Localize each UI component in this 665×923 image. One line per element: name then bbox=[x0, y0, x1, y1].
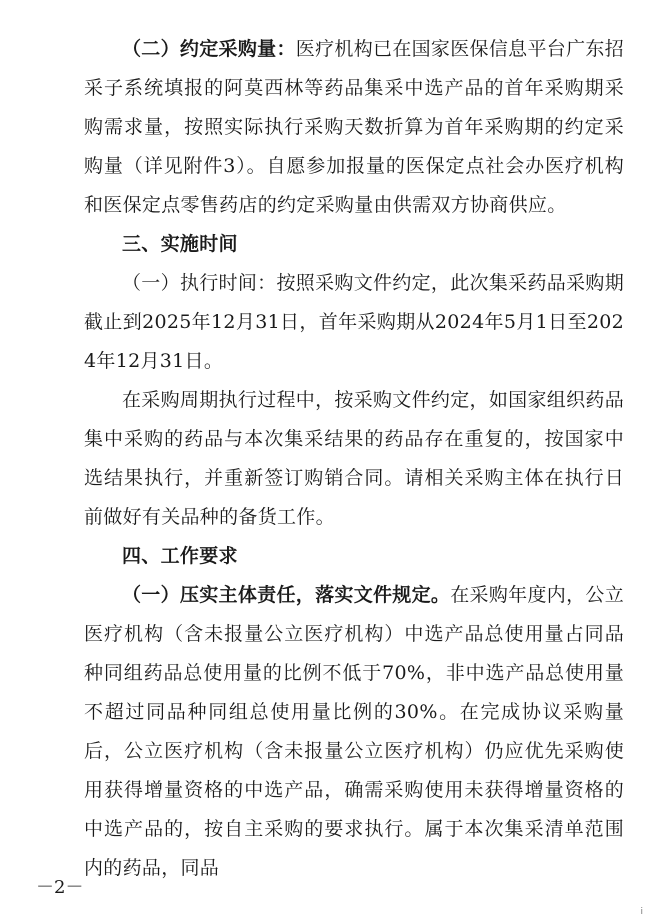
paragraph-subtitle: （一） bbox=[122, 272, 180, 294]
paragraph-subtitle: （一）压实主体责任，落实文件规定。 bbox=[122, 584, 451, 606]
paragraph-agreed-quantity bbox=[84, 30, 624, 225]
page-number: －2－ bbox=[36, 877, 84, 898]
corner-mark: i bbox=[640, 907, 643, 917]
paragraph-responsibility bbox=[84, 576, 624, 888]
paragraph-text: 在采购周期执行过程中，按采购文件约定，如国家组织药品集中采购的药品与本次集采结果的药品存在重复的，按国家中选结果执行，并重新签订购销合同。请相关采购主体在执行日前做好有关品种的备货工作。 bbox=[84, 389, 624, 528]
paragraph-text: 执行时间：按照采购文件约定，此次集采药品采购期截止到2025年12月31日，首年采购期从2024年5月1日至2024年12月31日。 bbox=[84, 272, 625, 372]
paragraph-text: 医疗机构已在国家医保信息平台广东招采子系统填报的阿莫西林等药品集采中选产品的首年采购期采购需求量，按照实际执行采购天数折算为首年采购期的约定采购量（详见附件3）。自愿参加报量的医保定点社会办医疗机构和医保定点零售药店的约定采购量由供需双方协商供应。 bbox=[84, 38, 625, 216]
paragraph-procurement-cycle bbox=[84, 381, 624, 537]
section-heading-work-requirements: 四、工作要求 bbox=[122, 545, 238, 567]
paragraph-subtitle: （二）约定采购量： bbox=[122, 38, 296, 60]
document-body bbox=[84, 30, 624, 888]
section-heading-implementation-time: 三、实施时间 bbox=[122, 233, 238, 255]
paragraph-execution-time bbox=[84, 264, 624, 381]
paragraph-text: 在采购年度内，公立医疗机构（含未报量公立医疗机构）中选产品总使用量占同品种同组药品总使用量的比例不低于70%，非中选产品总使用量不超过同品种同组总使用量比例的30%。在完成协议采购量后，公立医疗机构（含未报量公立医疗机构）仍应优先采购使用获得增量资格的中选产品，确需采购使用未获得增量资格的中选产品的，按自主采购的要求执行。属于本次集采清单范围内的药品，同品 bbox=[84, 584, 624, 879]
